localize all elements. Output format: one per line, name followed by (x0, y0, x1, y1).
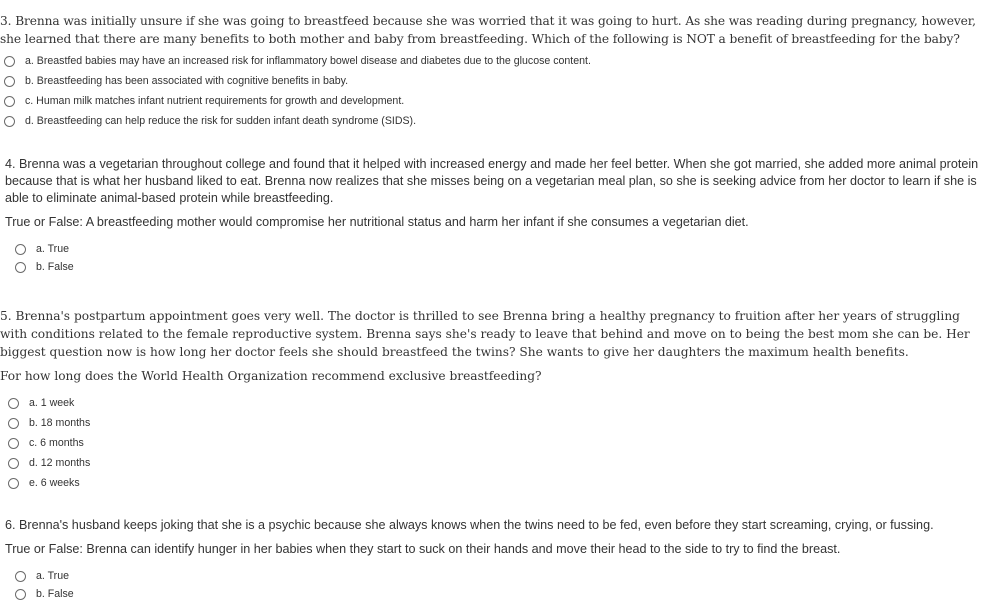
option-4a[interactable] (11, 240, 980, 258)
radio-button-icon[interactable] (8, 438, 19, 449)
option-3a[interactable] (0, 51, 984, 71)
question-5-text: 5. Brenna's postpartum appointment goes very well. The doctor is thrilled to see Brenna bring a healthy pregnancy to fruition after her years of struggling with conditions related to the female reproductive system. Brenna says she's ready to leave that behind and move on to being the best mom she can be. Her biggest question now is how long her doctor feels she should breastfeed the twins? She wants to give her daughters the maximum health benefits. (0, 309, 970, 359)
option-4b[interactable] (11, 258, 980, 276)
option-label: d. Breastfeeding can help reduce the risk for sudden infant death syndrome (SIDS). (25, 115, 417, 127)
option-label: a. True (36, 243, 69, 255)
radio-button-icon[interactable] (15, 589, 26, 600)
option-label: b. 18 months (29, 417, 91, 429)
question-5-options (4, 393, 984, 493)
question-3-options (0, 51, 984, 131)
option-label: b. Breastfeeding has been associated with cognitive benefits in baby. (25, 75, 349, 87)
option-label: c. Human milk matches infant nutrient requirements for growth and development. (25, 95, 405, 107)
question-5-prompt: For how long does the World Health Organization recommend exclusive breastfeeding? (0, 369, 542, 383)
option-6b[interactable] (11, 585, 980, 603)
radio-button-icon[interactable] (15, 262, 26, 273)
option-5d[interactable] (4, 453, 984, 473)
radio-button-icon[interactable] (4, 76, 15, 87)
question-4 (5, 156, 980, 276)
radio-button-icon[interactable] (8, 418, 19, 429)
question-4-text: 4. Brenna was a vegetarian throughout college and found that it helped with increased energy and made her feel better. When she got married, she added more animal protein because that is what her husband liked to eat. Brenna now realizes that she misses being on a vegetarian meal plan, so she is seeking advice from her doctor to learn if she is able to eliminate animal-based protein while breastfeeding. (5, 157, 979, 205)
option-label: d. 12 months (29, 457, 91, 469)
option-label: b. False (36, 588, 74, 600)
question-3-text: 3. Brenna was initially unsure if she was going to breastfeed because she was worried that it was going to hurt. As she was reading during pregnancy, however, she learned that there are many benefits to both mother and baby from breastfeeding. Which of the following is NOT a benefit of breastfeeding for the baby? (0, 14, 976, 46)
option-5e[interactable] (4, 473, 984, 493)
option-label: e. 6 weeks (29, 477, 80, 489)
option-3c[interactable] (0, 91, 984, 111)
question-3 (0, 12, 984, 131)
question-4-prompt: True or False: A breastfeeding mother would compromise her nutritional status and harm her infant if she consumes a vegetarian diet. (5, 215, 749, 229)
option-label: b. False (36, 261, 74, 273)
option-label: a. 1 week (29, 397, 75, 409)
option-label: c. 6 months (29, 437, 84, 449)
option-3b[interactable] (0, 71, 984, 91)
radio-button-icon[interactable] (4, 56, 15, 67)
radio-button-icon[interactable] (4, 96, 15, 107)
option-3d[interactable] (0, 111, 984, 131)
question-6 (5, 517, 980, 603)
radio-button-icon[interactable] (8, 398, 19, 409)
option-label: a. True (36, 570, 69, 582)
question-5 (0, 307, 984, 493)
radio-button-icon[interactable] (4, 116, 15, 127)
option-5b[interactable] (4, 413, 984, 433)
radio-button-icon[interactable] (15, 244, 26, 255)
question-6-text: 6. Brenna's husband keeps joking that she is a psychic because she always knows when the twins need to be fed, even before they start screaming, crying, or fussing. (5, 518, 934, 532)
question-6-prompt: True or False: Brenna can identify hunger in her babies when they start to suck on their hands and move their head to the side to try to find the breast. (5, 542, 841, 556)
question-6-options (11, 567, 980, 603)
option-5a[interactable] (4, 393, 984, 413)
radio-button-icon[interactable] (15, 571, 26, 582)
question-4-options (11, 240, 980, 276)
option-5c[interactable] (4, 433, 984, 453)
radio-button-icon[interactable] (8, 458, 19, 469)
option-label: a. Breastfed babies may have an increased risk for inflammatory bowel disease and diabetes due to the glucose content. (25, 55, 591, 67)
radio-button-icon[interactable] (8, 478, 19, 489)
option-6a[interactable] (11, 567, 980, 585)
